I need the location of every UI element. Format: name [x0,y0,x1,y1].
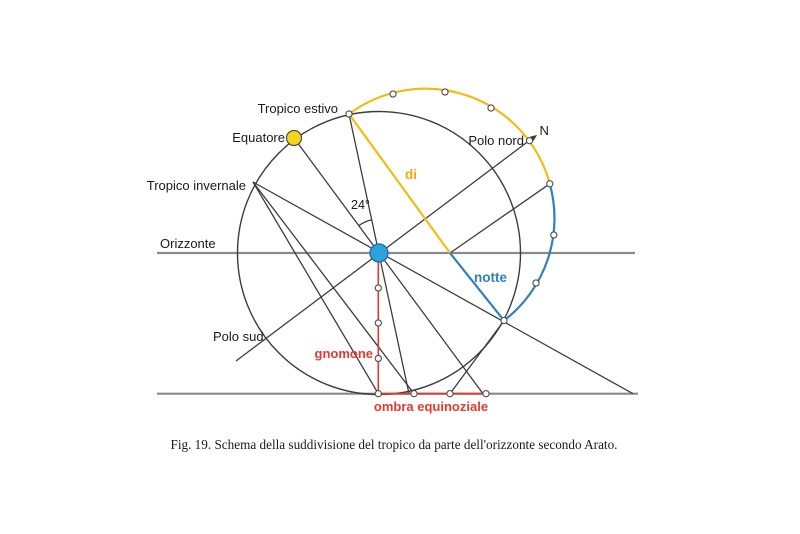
winter-point-to-gnomon-foot-line [253,182,378,394]
equator-point-dot [287,131,302,146]
winter-tropic-label: Tropico invernale [146,178,246,193]
obliquity-angle-label: 24° [351,198,370,212]
tropic-low-point-to-shadow-line [450,321,504,394]
equator-label: Equatore [232,130,285,145]
summer-tropic-label: Tropico estivo [257,101,338,116]
north-label: N [539,123,549,138]
horizon-tropic-intersection-line [450,184,550,253]
south-pole-label: Polo sud [213,329,264,344]
night-label: notte [474,270,507,285]
night-chord [450,253,504,321]
day-label: di [405,167,417,182]
north-pole-label: Polo nord [468,133,524,148]
horizon-label: Orizzonte [160,236,216,251]
figure-caption: Fig. 19. Schema della suddivisione del tropico da parte dell'orizzonte secondo Arato. [170,437,618,452]
obliquity-angle-arc [359,220,372,226]
equinoctial-shadow-label: ombra equinoziale [373,399,489,414]
winter-tropic-chord [253,182,414,394]
winter-tropic-sun-ray [253,182,633,394]
earth-center-dot [370,244,388,262]
gnomon-label: gnomone [314,346,373,361]
